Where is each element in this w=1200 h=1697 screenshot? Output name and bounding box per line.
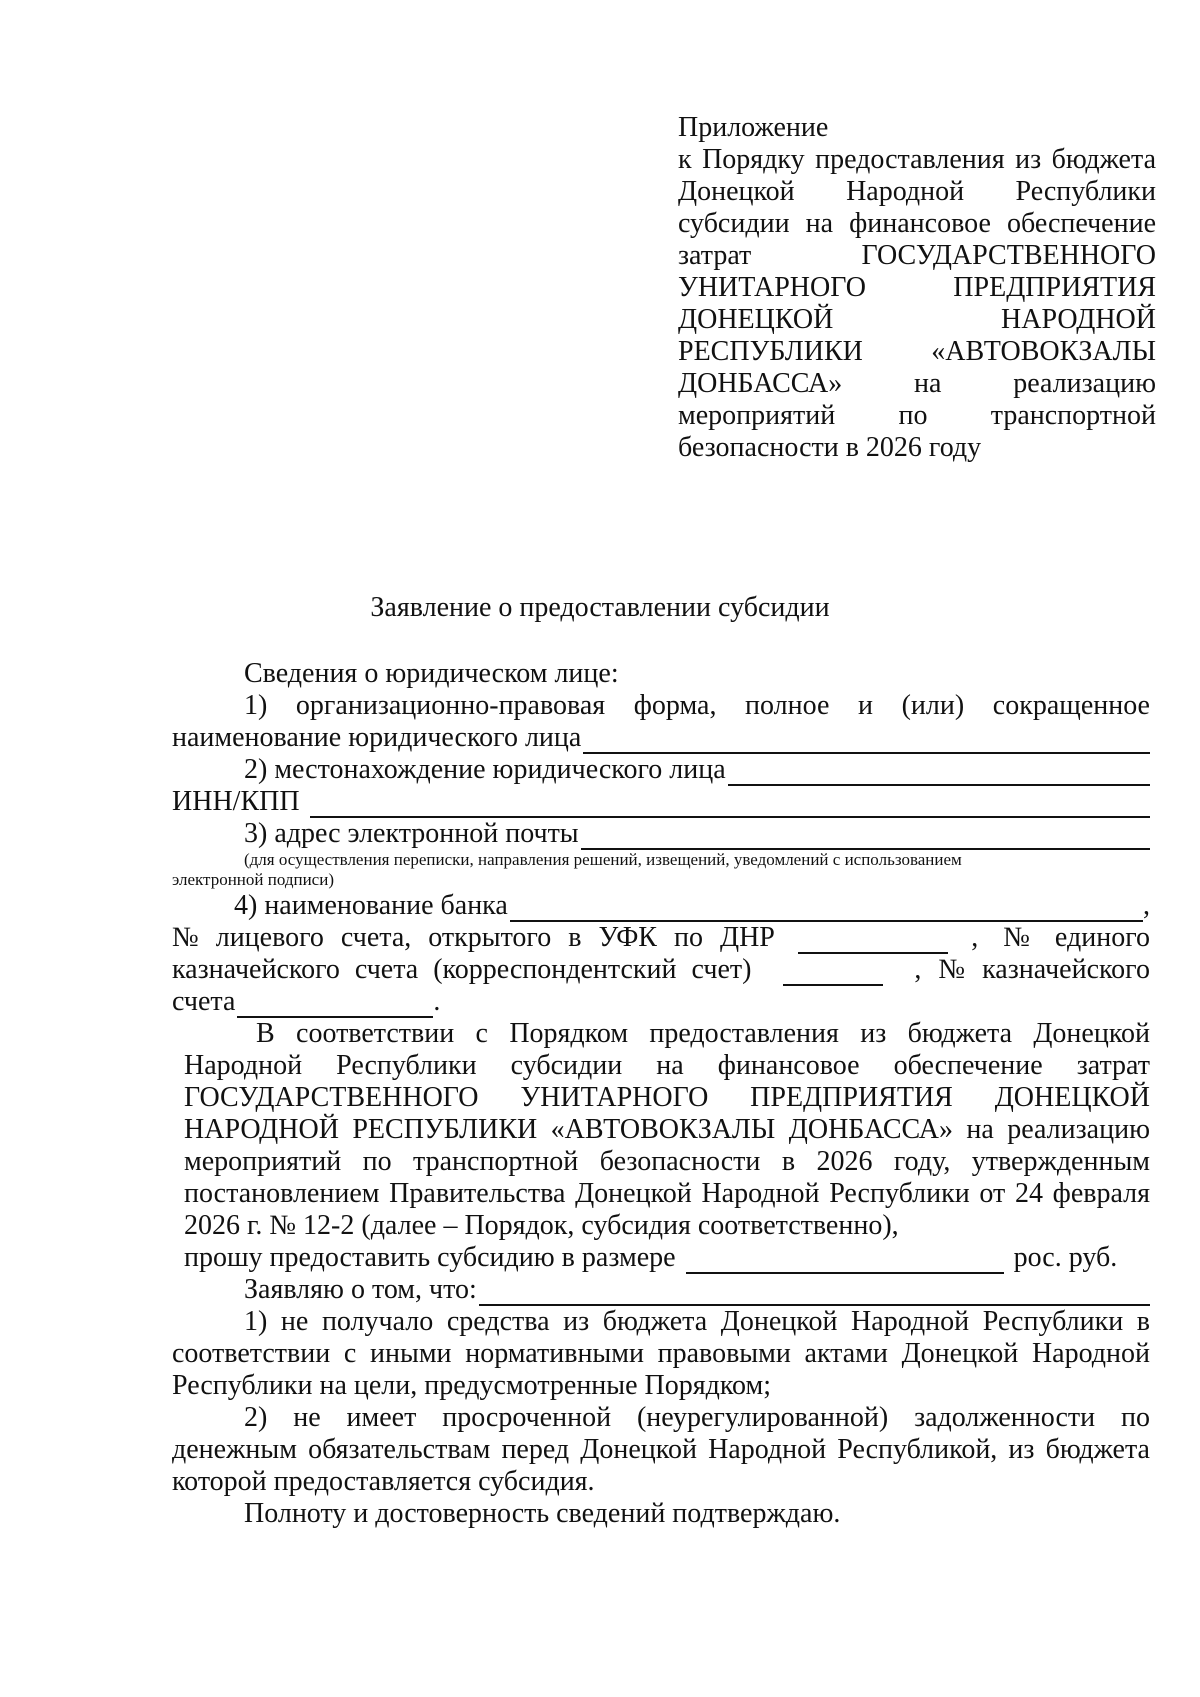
request-block — [172, 1018, 1150, 1274]
org-name-field[interactable] — [583, 726, 1150, 754]
appendix-heading: Приложение — [678, 112, 829, 143]
account-row2 — [172, 954, 1150, 986]
corr-account-label: казначейского счета (корреспондентский счет) — [172, 954, 752, 985]
comma: , — [1143, 890, 1150, 921]
appendix-text: к Порядку предоставления из бюджета Донецкой Народной Республики субсидии на финансовое обеспечение затрат ГОСУДАРСТВЕННОГО УНИТАРНОГО ПРЕДПРИЯТИЯ ДОНЕЦКОЙ НАРОДНОЙ РЕСПУБЛИКИ «АВТОВОКЗАЛЫ ДОНБАССА» на реализацию мероприятий по транспортной безопасности в 2026 году — [678, 144, 1156, 463]
item3-label: 3) адрес электронной почты — [244, 818, 579, 849]
declaration-field[interactable] — [479, 1278, 1150, 1306]
item1-line2 — [172, 722, 1150, 754]
personal-account-field[interactable] — [798, 928, 948, 954]
location-field[interactable] — [728, 758, 1150, 786]
inn-label: ИНН/КПП — [172, 786, 300, 817]
amount-row — [184, 1242, 1150, 1274]
email-field[interactable] — [581, 822, 1150, 850]
item2-row — [172, 754, 1150, 786]
declaration-item2: 2) не имеет просроченной (неурегулированной) задолженности по денежным обязательствам перед Донецкой Народной Республикой, из бюджета которой предоставляется субсидия. — [172, 1402, 1150, 1497]
item2-label: 2) местонахождение юридического лица — [244, 754, 726, 785]
treasury-account-label: , № казначейского — [914, 954, 1150, 985]
account-row1 — [172, 922, 1150, 954]
amount-field[interactable] — [686, 1248, 1004, 1274]
document-title: Заявление о предоставлении субсидии — [370, 592, 830, 623]
document-body — [172, 658, 1150, 1530]
item4-label: 4) наименование банка — [234, 890, 508, 921]
account-row3 — [172, 986, 1150, 1018]
declaration-heading-row — [172, 1274, 1150, 1306]
appendix-block — [678, 112, 1156, 464]
item1-label: наименование юридического лица — [172, 722, 582, 753]
treasury-account-field[interactable] — [237, 992, 433, 1018]
email-note-line1: (для осуществления переписки, направления решений, извещений, уведомлений с использованием — [244, 850, 962, 869]
treasury-account-label-2: счета — [172, 986, 236, 1017]
inn-row — [172, 786, 1150, 818]
item1-line1: 1) организационно-правовая форма, полное и (или) сокращенное — [244, 690, 1150, 721]
bank-name-field[interactable] — [510, 894, 1143, 922]
legal-info-heading: Сведения о юридическом лице: — [244, 658, 619, 689]
request-text: В соответствии с Порядком предоставления из бюджета Донецкой Народной Республики субсидии на финансовое обеспечение затрат ГОСУДАРСТВЕННОГО УНИТАРНОГО ПРЕДПРИЯТИЯ ДОНЕЦКОЙ НАРОДНОЙ РЕСПУБЛИКИ «АВТОВОКЗАЛЫ ДОНБАССА» на реализацию мероприятий по транспортной безопасности в 2026 году, утвержденным постановлением Правительства Донецкой Народной Республики от 24 февраля 2026 г. № 12-2 (далее – Порядок, субсидия соответственно), — [184, 1018, 1150, 1241]
email-note-line2: электронной подписи) — [172, 870, 334, 889]
corr-account-field[interactable] — [783, 960, 883, 986]
item3-row — [172, 818, 1150, 850]
amount-suffix: рос. руб. — [1013, 1242, 1118, 1273]
amount-prefix: прошу предоставить субсидию в размере — [184, 1242, 676, 1273]
inn-kpp-field[interactable] — [310, 790, 1150, 818]
single-account-label: , № единого — [971, 922, 1150, 953]
declaration-heading: Заявляю о том, что: — [244, 1274, 477, 1305]
item4-row — [172, 890, 1150, 922]
confirmation-text: Полноту и достоверность сведений подтверждаю. — [244, 1498, 841, 1529]
declaration-item1: 1) не получало средства из бюджета Донецкой Народной Республики в соответствии с иными нормативными правовыми актами Донецкой Народной Республики на цели, предусмотренные Порядком; — [172, 1306, 1150, 1401]
personal-account-label: № лицевого счета, открытого в УФК по ДНР — [172, 922, 775, 953]
period: . — [433, 986, 441, 1017]
